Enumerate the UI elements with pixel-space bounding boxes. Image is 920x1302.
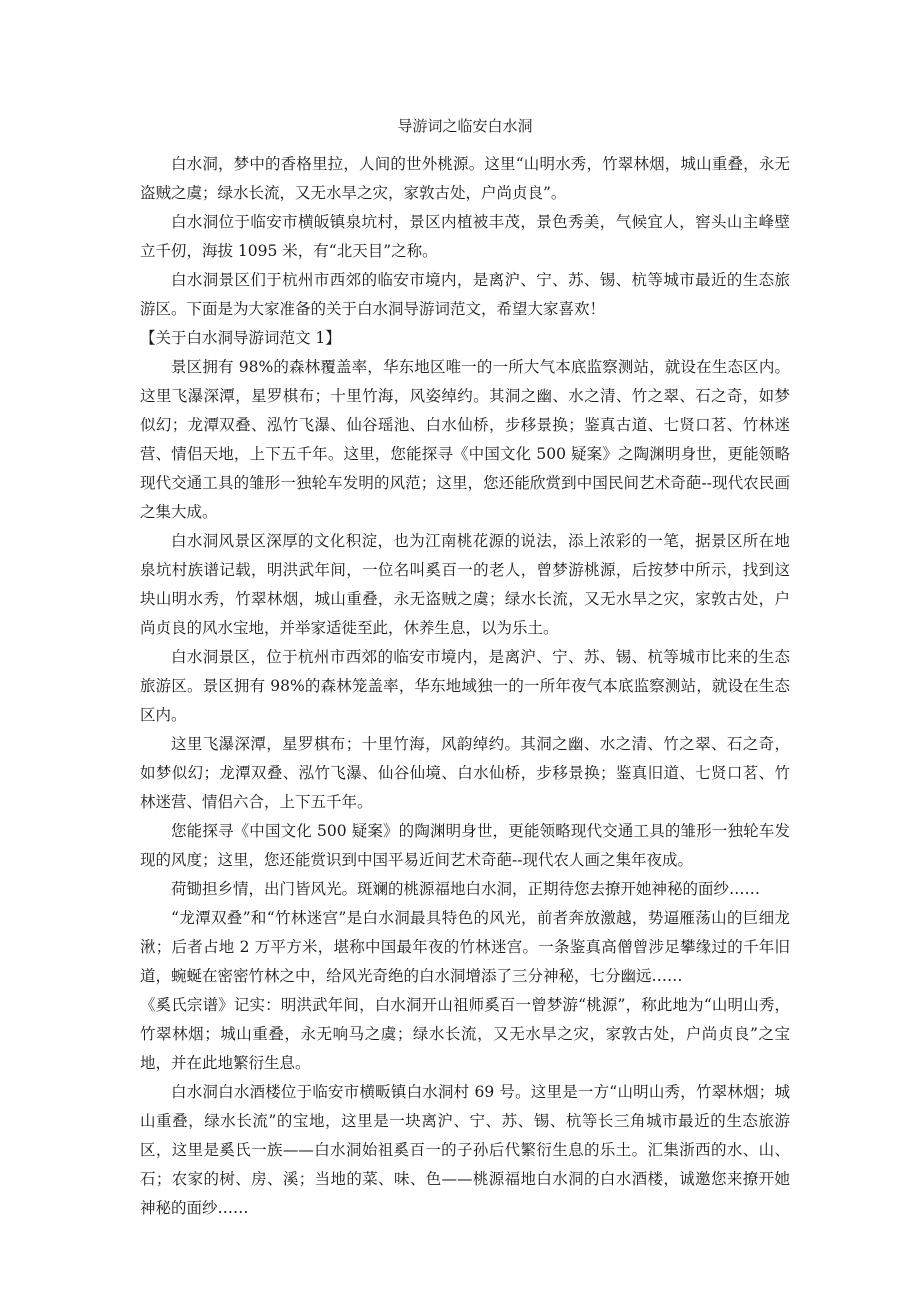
paragraph-2: 白水洞位于临安市横皈镇泉坑村，景区内植被丰茂，景色秀美，气候宜人，窖头山主峰壁立千仞，海拔 1095 米，有“北天目”之称。 (140, 213, 790, 260)
document-page (140, 112, 790, 1223)
paragraph-5: 白水洞风景区深厚的文化积淀，也为江南桃花源的说法，添上浓彩的一笔，据景区所在地泉坑村族谱记载，明洪武年间，一位名叫奚百一的老人，曾梦游桃源，后按梦中所示，找到这块山明水秀，竹翠林烟，城山重叠，永无盗贼之虞；绿水长流，又无水旱之灾，家敦古处，户尚贞良的风水宝地，并举家适徙至此，休养生息，以为乐土。 (140, 532, 790, 637)
paragraph-4: 景区拥有 98%的森林覆盖率，华东地区唯一的一所大气本底监察测站，就设在生态区内。这里飞瀑深潭，星罗棋布；十里竹海，风姿绰约。其洞之幽、水之清、竹之翠、石之奇，如梦似幻；龙潭双叠、泓竹飞瀑、仙谷瑶池、白水仙桥，步移景换；鉴真古道、七贤口茗、竹林迷营、情侣天地，上下五千年。这里，您能探寻《中国文化 500 疑案》之陶渊明身世，更能领略现代交通工具的雏形一独轮车发明的风范；这里，您还能欣赏到中国民间艺术奇葩--现代农民画之集大成。 (140, 358, 790, 521)
paragraph-9: 荷锄担乡情，出门皆风光。斑斓的桃源福地白水洞，正期待您去撩开她神秘的面纱…… (171, 880, 761, 898)
document-title: 导游词之临安白水洞 (397, 117, 533, 135)
paragraph-7: 这里飞瀑深潭，星罗棋布；十里竹海，风韵绰约。其洞之幽、水之清、竹之翠、石之奇，如梦似幻；龙潭双叠、泓竹飞瀑、仙谷仙境、白水仙桥，步移景换；鉴真旧道、七贤口茗、竹林迷营、情侣六合，上下五千年。 (140, 735, 790, 811)
paragraph-12: 白水洞白水酒楼位于临安市横畈镇白水洞村 69 号。这里是一方“山明山秀，竹翠林烟；城山重叠，绿水长流”的宝地，这里是一块离沪、宁、苏、锡、杭等长三角城市最近的生态旅游区，这里是奚氏一族——白水洞始祖奚百一的子孙后代繁衍生息的乐土。汇集浙西的水、山、石；农家的树、房、溪；当地的菜、味、色——桃源福地白水洞的白水酒楼，诚邀您来撩开她神秘的面纱…… (140, 1083, 790, 1217)
paragraph-10: “龙潭双叠”和“竹林迷宫”是白水洞最具特色的风光，前者奔放激越，势逼雁荡山的巨细龙湫；后者占地 2 万平方米，堪称中国最年夜的竹林迷宫。一条鉴真高僧曾涉足攀缘过的千年旧道，蜿蜒在密密竹林之中，给风光奇绝的白水洞增添了三分神秘，七分幽远…… (140, 909, 790, 985)
paragraph-6: 白水洞景区，位于杭州市西郊的临安市境内，是离沪、宁、苏、锡、杭等城市比来的生态旅游区。景区拥有 98%的森林笼盖率，华东地域独一的一所年夜气本底监察测站，就设在生态区内。 (140, 648, 790, 724)
section-heading: 【关于白水洞导游词范文 1】 (140, 329, 341, 347)
paragraph-1: 白水洞，梦中的香格里拉，人间的世外桃源。这里“山明水秀，竹翠林烟，城山重叠，永无盗贼之虞；绿水长流，又无水旱之灾，家敦古处，户尚贞良”。 (140, 155, 790, 202)
paragraph-11: 《奚氏宗谱》记实：明洪武年间，白水洞开山祖师奚百一曾梦游“桃源”，称此地为“山明山秀，竹翠林烟；城山重叠，永无响马之虞；绿水长流，又无水旱之灾，家敦古处，户尚贞良”之宝地，并在此地繁衍生息。 (140, 996, 790, 1072)
paragraph-3: 白水洞景区们于杭州市西郊的临安市境内，是离沪、宁、苏、锡、杭等城市最近的生态旅游区。下面是为大家准备的关于白水洞导游词范文，希望大家喜欢！ (140, 271, 790, 318)
paragraph-8: 您能探寻《中国文化 500 疑案》的陶渊明身世，更能领略现代交通工具的雏形一独轮车发现的风度；这里，您还能赏识到中国平易近间艺术奇葩--现代农人画之集年夜成。 (140, 822, 790, 869)
